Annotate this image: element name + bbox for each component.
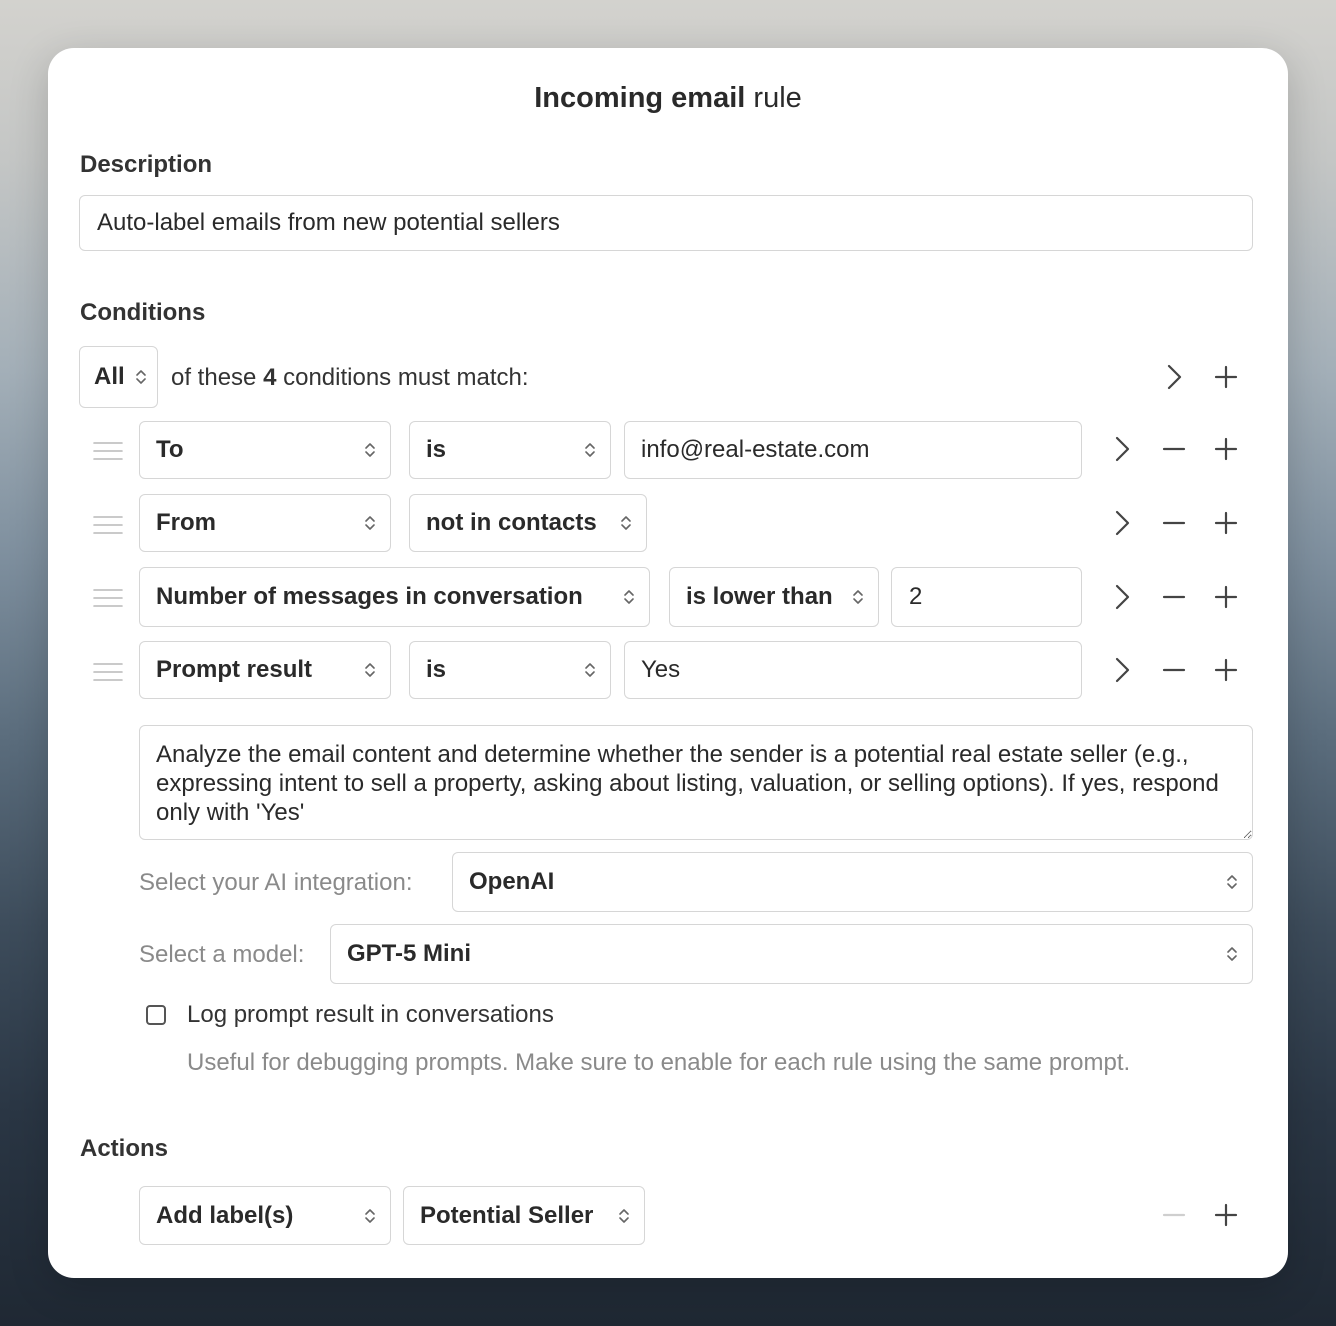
condition-2-field-select[interactable] — [139, 494, 391, 552]
plus-icon — [1208, 1197, 1244, 1233]
condition-1-expand-button[interactable] — [1104, 431, 1140, 467]
condition-4-value-input[interactable] — [624, 641, 1082, 699]
model-label: Select a model: — [139, 941, 305, 968]
updown-chevron-icon — [584, 661, 596, 679]
action-1-label-select[interactable] — [403, 1186, 645, 1245]
condition-4-operator-select[interactable] — [409, 641, 611, 699]
log-prompt-help-text: Useful for debugging prompts. Make sure to enable for each rule using the same prompt. — [187, 1049, 1131, 1076]
conditions-summary — [171, 364, 529, 392]
condition-3-value-input[interactable] — [891, 567, 1082, 627]
action-1-remove-button[interactable] — [1156, 1197, 1192, 1233]
summary-prefix: of these — [171, 364, 257, 391]
updown-chevron-icon — [364, 1207, 376, 1225]
condition-3-field: Number of messages in conversation — [156, 583, 583, 610]
prompt-textarea[interactable] — [139, 725, 1253, 840]
ai-integration-select[interactable] — [452, 852, 1253, 912]
description-value: Auto-label emails from new potential sellers — [97, 209, 560, 236]
drag-handle-icon — [93, 441, 123, 461]
updown-chevron-icon — [618, 1207, 630, 1225]
rule-dialog — [48, 48, 1288, 1278]
condition-1-remove-button[interactable] — [1156, 431, 1192, 467]
drag-handle-row-2[interactable] — [93, 515, 123, 535]
condition-4-field-select[interactable] — [139, 641, 391, 699]
minus-icon — [1156, 652, 1192, 688]
condition-2-operator-select[interactable] — [409, 494, 647, 552]
drag-handle-icon — [93, 588, 123, 608]
log-prompt-checkbox-label[interactable]: Log prompt result in conversations — [187, 1001, 554, 1028]
conditions-label: Conditions — [80, 299, 206, 326]
chevron-right-icon — [1156, 359, 1192, 395]
description-input[interactable] — [79, 195, 1253, 251]
drag-handle-icon — [93, 662, 123, 682]
condition-3-expand-button[interactable] — [1104, 579, 1140, 615]
action-1-type: Add label(s) — [156, 1201, 294, 1229]
updown-chevron-icon — [584, 441, 596, 459]
match-mode-select[interactable] — [79, 346, 158, 408]
dialog-title-rest: rule — [753, 82, 802, 114]
summary-suffix: conditions must match: — [283, 364, 529, 391]
condition-1-field: To — [156, 436, 184, 463]
condition-1-field-select[interactable] — [139, 421, 391, 479]
condition-4-field: Prompt result — [156, 656, 313, 683]
condition-3-value: 2 — [909, 583, 923, 610]
dialog-title — [48, 82, 1288, 115]
updown-chevron-icon — [623, 588, 635, 606]
dialog-title-bold: Incoming email — [534, 82, 746, 114]
model-select[interactable] — [330, 924, 1253, 984]
updown-chevron-icon — [364, 661, 376, 679]
condition-2-add-button[interactable] — [1208, 505, 1244, 541]
updown-chevron-icon — [1226, 945, 1238, 963]
minus-icon — [1156, 505, 1192, 541]
drag-handle-icon — [93, 515, 123, 535]
condition-1-operator-select[interactable] — [409, 421, 611, 479]
updown-chevron-icon — [852, 588, 864, 606]
log-prompt-checkbox[interactable] — [146, 1005, 166, 1025]
summary-count: 4 — [263, 364, 277, 391]
condition-2-remove-button[interactable] — [1156, 505, 1192, 541]
updown-chevron-icon — [364, 441, 376, 459]
plus-icon — [1208, 431, 1244, 467]
updown-chevron-icon — [135, 368, 147, 386]
drag-handle-row-1[interactable] — [93, 441, 123, 461]
condition-3-operator: is lower than — [686, 583, 833, 610]
drag-handle-row-3[interactable] — [93, 588, 123, 608]
match-mode-value: All — [94, 363, 125, 390]
plus-icon — [1208, 359, 1244, 395]
condition-4-remove-button[interactable] — [1156, 652, 1192, 688]
minus-icon — [1156, 431, 1192, 467]
condition-4-expand-button[interactable] — [1104, 652, 1140, 688]
plus-icon — [1208, 505, 1244, 541]
chevron-right-icon — [1104, 431, 1140, 467]
chevron-right-icon — [1104, 505, 1140, 541]
minus-icon — [1156, 579, 1192, 615]
condition-3-add-button[interactable] — [1208, 579, 1244, 615]
updown-chevron-icon — [364, 514, 376, 532]
condition-1-value: info@real-estate.com — [641, 436, 870, 463]
condition-1-operator: is — [426, 436, 447, 463]
condition-3-remove-button[interactable] — [1156, 579, 1192, 615]
minus-icon — [1156, 1197, 1192, 1233]
condition-2-field: From — [156, 509, 216, 536]
actions-label: Actions — [80, 1135, 169, 1162]
condition-3-operator-select[interactable] — [669, 567, 879, 627]
updown-chevron-icon — [620, 514, 632, 532]
ai-integration-label: Select your AI integration: — [139, 869, 413, 896]
condition-4-operator: is — [426, 656, 447, 683]
plus-icon — [1208, 579, 1244, 615]
chevron-right-icon — [1104, 652, 1140, 688]
conditions-group-add-button[interactable] — [1208, 359, 1244, 395]
condition-1-value-input[interactable] — [624, 421, 1082, 479]
plus-icon — [1208, 652, 1244, 688]
conditions-group-expand-button[interactable] — [1156, 359, 1192, 395]
chevron-right-icon — [1104, 579, 1140, 615]
action-1-value: Potential Seller — [420, 1201, 594, 1229]
condition-3-field-select[interactable] — [139, 567, 650, 627]
condition-2-expand-button[interactable] — [1104, 505, 1140, 541]
description-label: Description — [80, 151, 213, 178]
drag-handle-row-4[interactable] — [93, 662, 123, 682]
ai-integration-value: OpenAI — [469, 868, 555, 895]
action-1-type-select[interactable] — [139, 1186, 391, 1245]
action-1-add-button[interactable] — [1208, 1197, 1244, 1233]
condition-2-operator: not in contacts — [426, 509, 597, 536]
model-value: GPT-5 Mini — [347, 940, 472, 967]
condition-4-value: Yes — [641, 656, 681, 683]
condition-4-add-button[interactable] — [1208, 652, 1244, 688]
condition-1-add-button[interactable] — [1208, 431, 1244, 467]
updown-chevron-icon — [1226, 873, 1238, 891]
